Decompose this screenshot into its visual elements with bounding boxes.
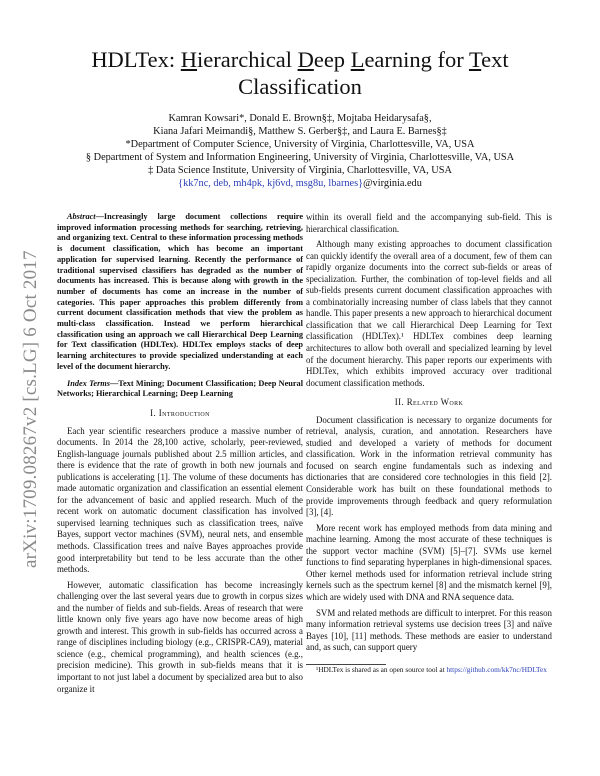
related-paragraph-3: SVM and related methods are difficult to interpret. For this reason many information retrieval systems use decision trees [3] and naïve Bayes [10], [11] methods. These methods are easier to understand and, as such, can support query — [306, 607, 552, 653]
section-number: I. — [150, 407, 159, 418]
email-domain: @virginia.edu — [363, 178, 422, 189]
affiliation-1: *Department of Computer Science, University of Virginia, Charlottesville, VA, USA — [125, 139, 475, 150]
section-title: Related Work — [406, 397, 464, 408]
paper-title — [40, 46, 560, 100]
title-line-2: Classification — [238, 74, 362, 99]
title-initial-t: T — [468, 47, 482, 72]
footnote-link[interactable]: https://github.com/kk7nc/HDLTex — [446, 664, 547, 674]
section-heading-related-work — [306, 397, 552, 409]
author-line-1: Kamran Kowsari*, Donald E. Brown§‡, Mojtaba Heidarysafa§, — [168, 113, 432, 124]
index-terms — [57, 379, 303, 400]
title-word: eep — [313, 47, 351, 72]
intro-paragraph-continued: within its overall field and the accompanying sub-field. This is hierarchical classification. — [306, 212, 552, 234]
abstract-lead: Abstract — [67, 212, 96, 221]
right-column — [306, 212, 552, 678]
abstract-text: —Increasingly large document collections require improved information processing methods for searching, retrieving, and organizing text. Central to these information processing methods is document classification, which has become an important application for supervised learning. Recently the performance of traditional supervised classifiers has degraded as the number of documents has increased. This is because along with growth in the number of documents has come an increase in the number of categories. This paper approaches this problem differently from current document classification methods that view the problem as multi-class classification. Instead we perform hierarchical classification using an approach we call Hierarchical Deep Learning for Text classification (HDLTex). HDLTex employs stacks of deep learning architectures to provide specialized understanding at each level of the document hierarchy. — [57, 212, 303, 371]
footnote-text: ¹HDLTex is shared as an open source tool at — [316, 664, 447, 674]
title-word: earning for — [364, 47, 469, 72]
index-terms-lead: Index Terms — [67, 378, 110, 388]
title-word: ext — [481, 47, 509, 72]
related-paragraph-2: More recent work has employed methods from data mining and machine learning. Among the most accurate of these techniques is the support vector machine (SVM) [5]–[7]. SVMs use kernel functions to find separating hyperplanes in high-dimensional spaces. Other kernel methods used for information retrieval include string kernels such as the spectrum kernel [8] and the mismatch kernel [9], which are widely used with DNA and RNA sequence data. — [306, 522, 552, 602]
author-line-2: Kiana Jafari Meimandi§, Matthew S. Gerber§‡, and Laura E. Barnes§‡ — [153, 126, 447, 137]
arxiv-stamp — [18, 210, 46, 570]
title-word: ierarchical — [197, 47, 298, 72]
title-initial-l: L — [350, 47, 365, 72]
section-number: II. — [394, 397, 407, 408]
related-paragraph-1: Document classification is necessary to organize documents for retrieval, analysis, curation, and annotation. Researchers have studied and developed a variety of methods for document classification. Work in the information retrieval community has focused on search engine fundamentals such as indexing and dictionaries that are considered core technologies in this field [2]. Considerable work has built on these foundational methods to provide improvements through feedback and query reformulation [3], [4]. — [306, 414, 552, 518]
section-title: Introduction — [158, 407, 210, 418]
email-line — [40, 177, 560, 190]
email-ids-link[interactable]: {kk7nc, deb, mh4pk, kj6vd, msg8u, lbarnes} — [178, 178, 364, 189]
title-prefix: HDLTex: — [91, 47, 181, 72]
title-initial-d: D — [297, 47, 314, 72]
intro-paragraph-3: Although many existing approaches to document classification can quickly identify the overall area of a document, few of them can rapidly organize documents into the correct sub-fields or areas of specialization. Further, the combination of top-level fields and all sub-fields presents current document classification approaches with a combinatorially increasing number of class labels that they cannot handle. This paper presents a new approach to hierarchical document classification that we call Hierarchical Deep Learning for Text classification (HDLTex).¹ HDLTex combines deep learning architectures to allow both overall and specialized learning by level of the document hierarchy. This paper reports our experiments with HDLTex, which exhibits improved accuracy over traditional document classification methods. — [306, 239, 552, 388]
section-heading-introduction — [57, 408, 303, 420]
arxiv-stamp-text: arXiv:1709.08267v2 [cs.LG] 6 Oct 2017 — [20, 250, 41, 568]
intro-paragraph-2: However, automatic classification has become increasingly challenging over the last several years due to growth in corpus sizes and the number of fields and sub-fields. Areas of research that were little known only five years ago have now become areas of high growth and interest. This growth in sub-fields has occurred across a range of disciplines including biology (e.g., CRISPR-CA9), material science (e.g., chemical programming), and health sciences (e.g., precision medicine). This growth in sub-fields means that it is important to not just label a document by specialized area but to also organize it — [57, 579, 303, 694]
index-terms-text: —Text Mining; Document Classification; Deep Neural Networks; Hierarchical Learning; Deep Learning — [57, 378, 304, 399]
left-column — [57, 212, 303, 699]
author-block — [40, 112, 560, 190]
intro-paragraph-1: Each year scientific researchers produce a massive number of documents. In 2014 the 28,100 active, scholarly, peer-reviewed, English-language journals published about 2.5 million articles, and there is evidence that the rate of growth in both new journals and publications is accelerating [1]. The volume of these documents has made automatic organization and classification an essential element for the advancement of basic and applied research. Much of the recent work on automatic document classification has involved supervised learning techniques such as classification trees, naïve Bayes, support vector machines (SVM), neural nets, and ensemble methods. Classification trees and naïve Bayes approaches provide good interpretability but tend to be less accurate than the other methods. — [57, 425, 303, 575]
affiliation-2: § Department of System and Information Engineering, University of Virginia, Charlottesville, VA, USA — [85, 152, 515, 163]
title-initial-h: H — [180, 47, 198, 72]
abstract — [57, 212, 303, 373]
footnote — [306, 665, 552, 674]
affiliation-3: ‡ Data Science Institute, University of Virginia, Charlottesville, VA, USA — [148, 165, 452, 176]
